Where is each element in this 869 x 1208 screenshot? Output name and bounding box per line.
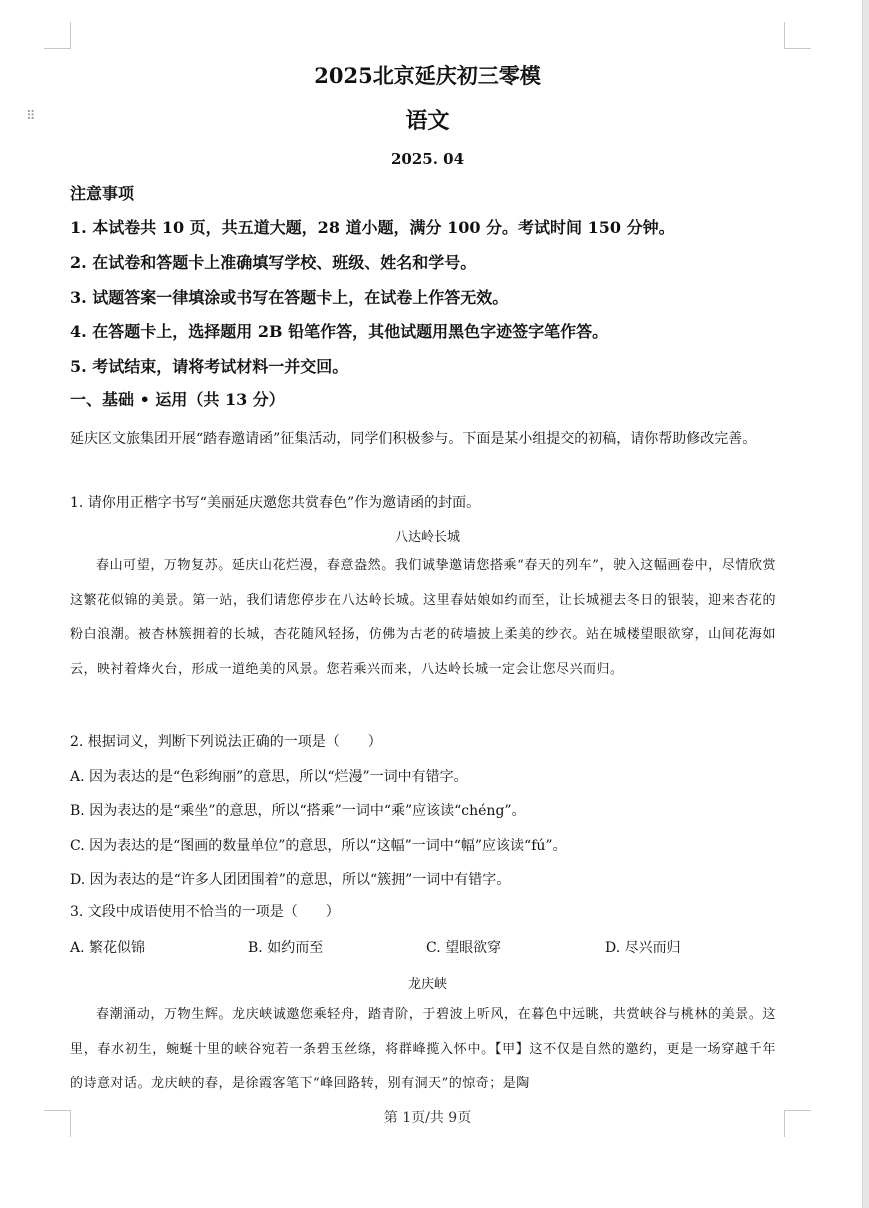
drag-handle-icon[interactable]: ⠿ [26, 109, 35, 124]
option-b: B. 因为表达的是“乘坐”的意思，所以“搭乘”一词中“乘”应该读“chéng”。 [70, 803, 526, 819]
section-intro: 延庆区文旅集团开展“踏春邀请函”征集活动，同学们积极参与。下面是某小组提交的初稿，请你帮助修改完善。 [70, 431, 757, 447]
note-item: 3. 试题答案一律填涂或书写在答题卡上，在试卷上作答无效。 [70, 288, 509, 307]
page-corner-mark [44, 22, 71, 49]
page-corner-mark [784, 22, 811, 49]
notes-heading: 注意事项 [70, 184, 135, 203]
exam-title: 2025北京延庆初三零模 [314, 63, 541, 88]
question-3: 3. 文段中成语使用不恰当的一项是（ ） [70, 904, 340, 920]
exam-date: 2025. 04 [390, 150, 465, 168]
exam-subject: 语文 [405, 108, 450, 134]
option-a: A. 繁花似锦 [70, 940, 146, 956]
option-d: D. 尽兴而归 [605, 940, 681, 956]
vertical-scrollbar[interactable] [862, 0, 869, 1208]
option-d: D. 因为表达的是“许多人团团围着”的意思，所以“簇拥”一词中有错字。 [70, 872, 511, 888]
option-b: B. 如约而至 [248, 940, 324, 956]
note-item: 5. 考试结束，请将考试材料一并交回。 [70, 357, 349, 376]
passage-title: 八达岭长城 [394, 530, 460, 545]
question-1: 1. 请你用正楷字书写“美丽延庆邀您共赏春色”作为邀请函的封面。 [70, 495, 481, 511]
note-item: 1. 本试卷共 10 页，共五道大题，28 道小题，满分 100 分。考试时间 150 分钟。 [70, 218, 675, 237]
question-2: 2. 根据词义，判断下列说法正确的一项是（ ） [70, 734, 382, 750]
option-c: C. 望眼欲穿 [426, 940, 502, 956]
passage-title: 龙庆峡 [407, 977, 447, 992]
page-number: 第 1页/共 9页 [383, 1110, 472, 1126]
option-a: A. 因为表达的是“色彩绚丽”的意思，所以“烂漫”一词中有错字。 [70, 769, 468, 785]
note-item: 4. 在答题卡上，选择题用 2B 铅笔作答，其他试题用黑色字迹签字笔作答。 [70, 322, 609, 341]
note-item: 2. 在试卷和答题卡上准确填写学校、班级、姓名和学号。 [70, 253, 477, 272]
passage-text: 春潮涌动，万物生辉。龙庆峡诚邀您乘轻舟，踏青阶，于碧波上听风，在暮色中远眺，共赏峡谷与桃林的美景。这里，春水初生，蜿蜒十里的峡谷宛若一条碧玉丝绦，将群峰揽入怀中。【甲】这不仅是自然的邀约，更是一场穿越千年的诗意对话。龙庆峡的春，是徐霞客笔下“峰回路转，别有洞天”的惊奇；是陶 [70, 1007, 776, 1091]
section-heading: 一、基础 • 运用（共 13 分） [70, 390, 285, 409]
passage-text: 春山可望，万物复苏。延庆山花烂漫，春意盎然。我们诚挚邀请您搭乘“春天的列车”，驶入这幅画卷中，尽情欣赏这繁花似锦的美景。第一站，我们请您停步在八达岭长城。这里春姑娘如约而至，让长城褪去冬日的银装，迎来杏花的粉白浪潮。被杏林簇拥着的长城，杏花随风轻扬，仿佛为古老的砖墙披上柔美的纱衣。站在城楼望眼欲穿，山间花海如云，映衬着烽火台，形成一道绝美的风景。您若乘兴而来，八达岭长城一定会让您尽兴而归。 [70, 558, 776, 677]
option-c: C. 因为表达的是“图画的数量单位”的意思，所以“这幅”一词中“幅”应该读“fú”。 [70, 838, 567, 854]
